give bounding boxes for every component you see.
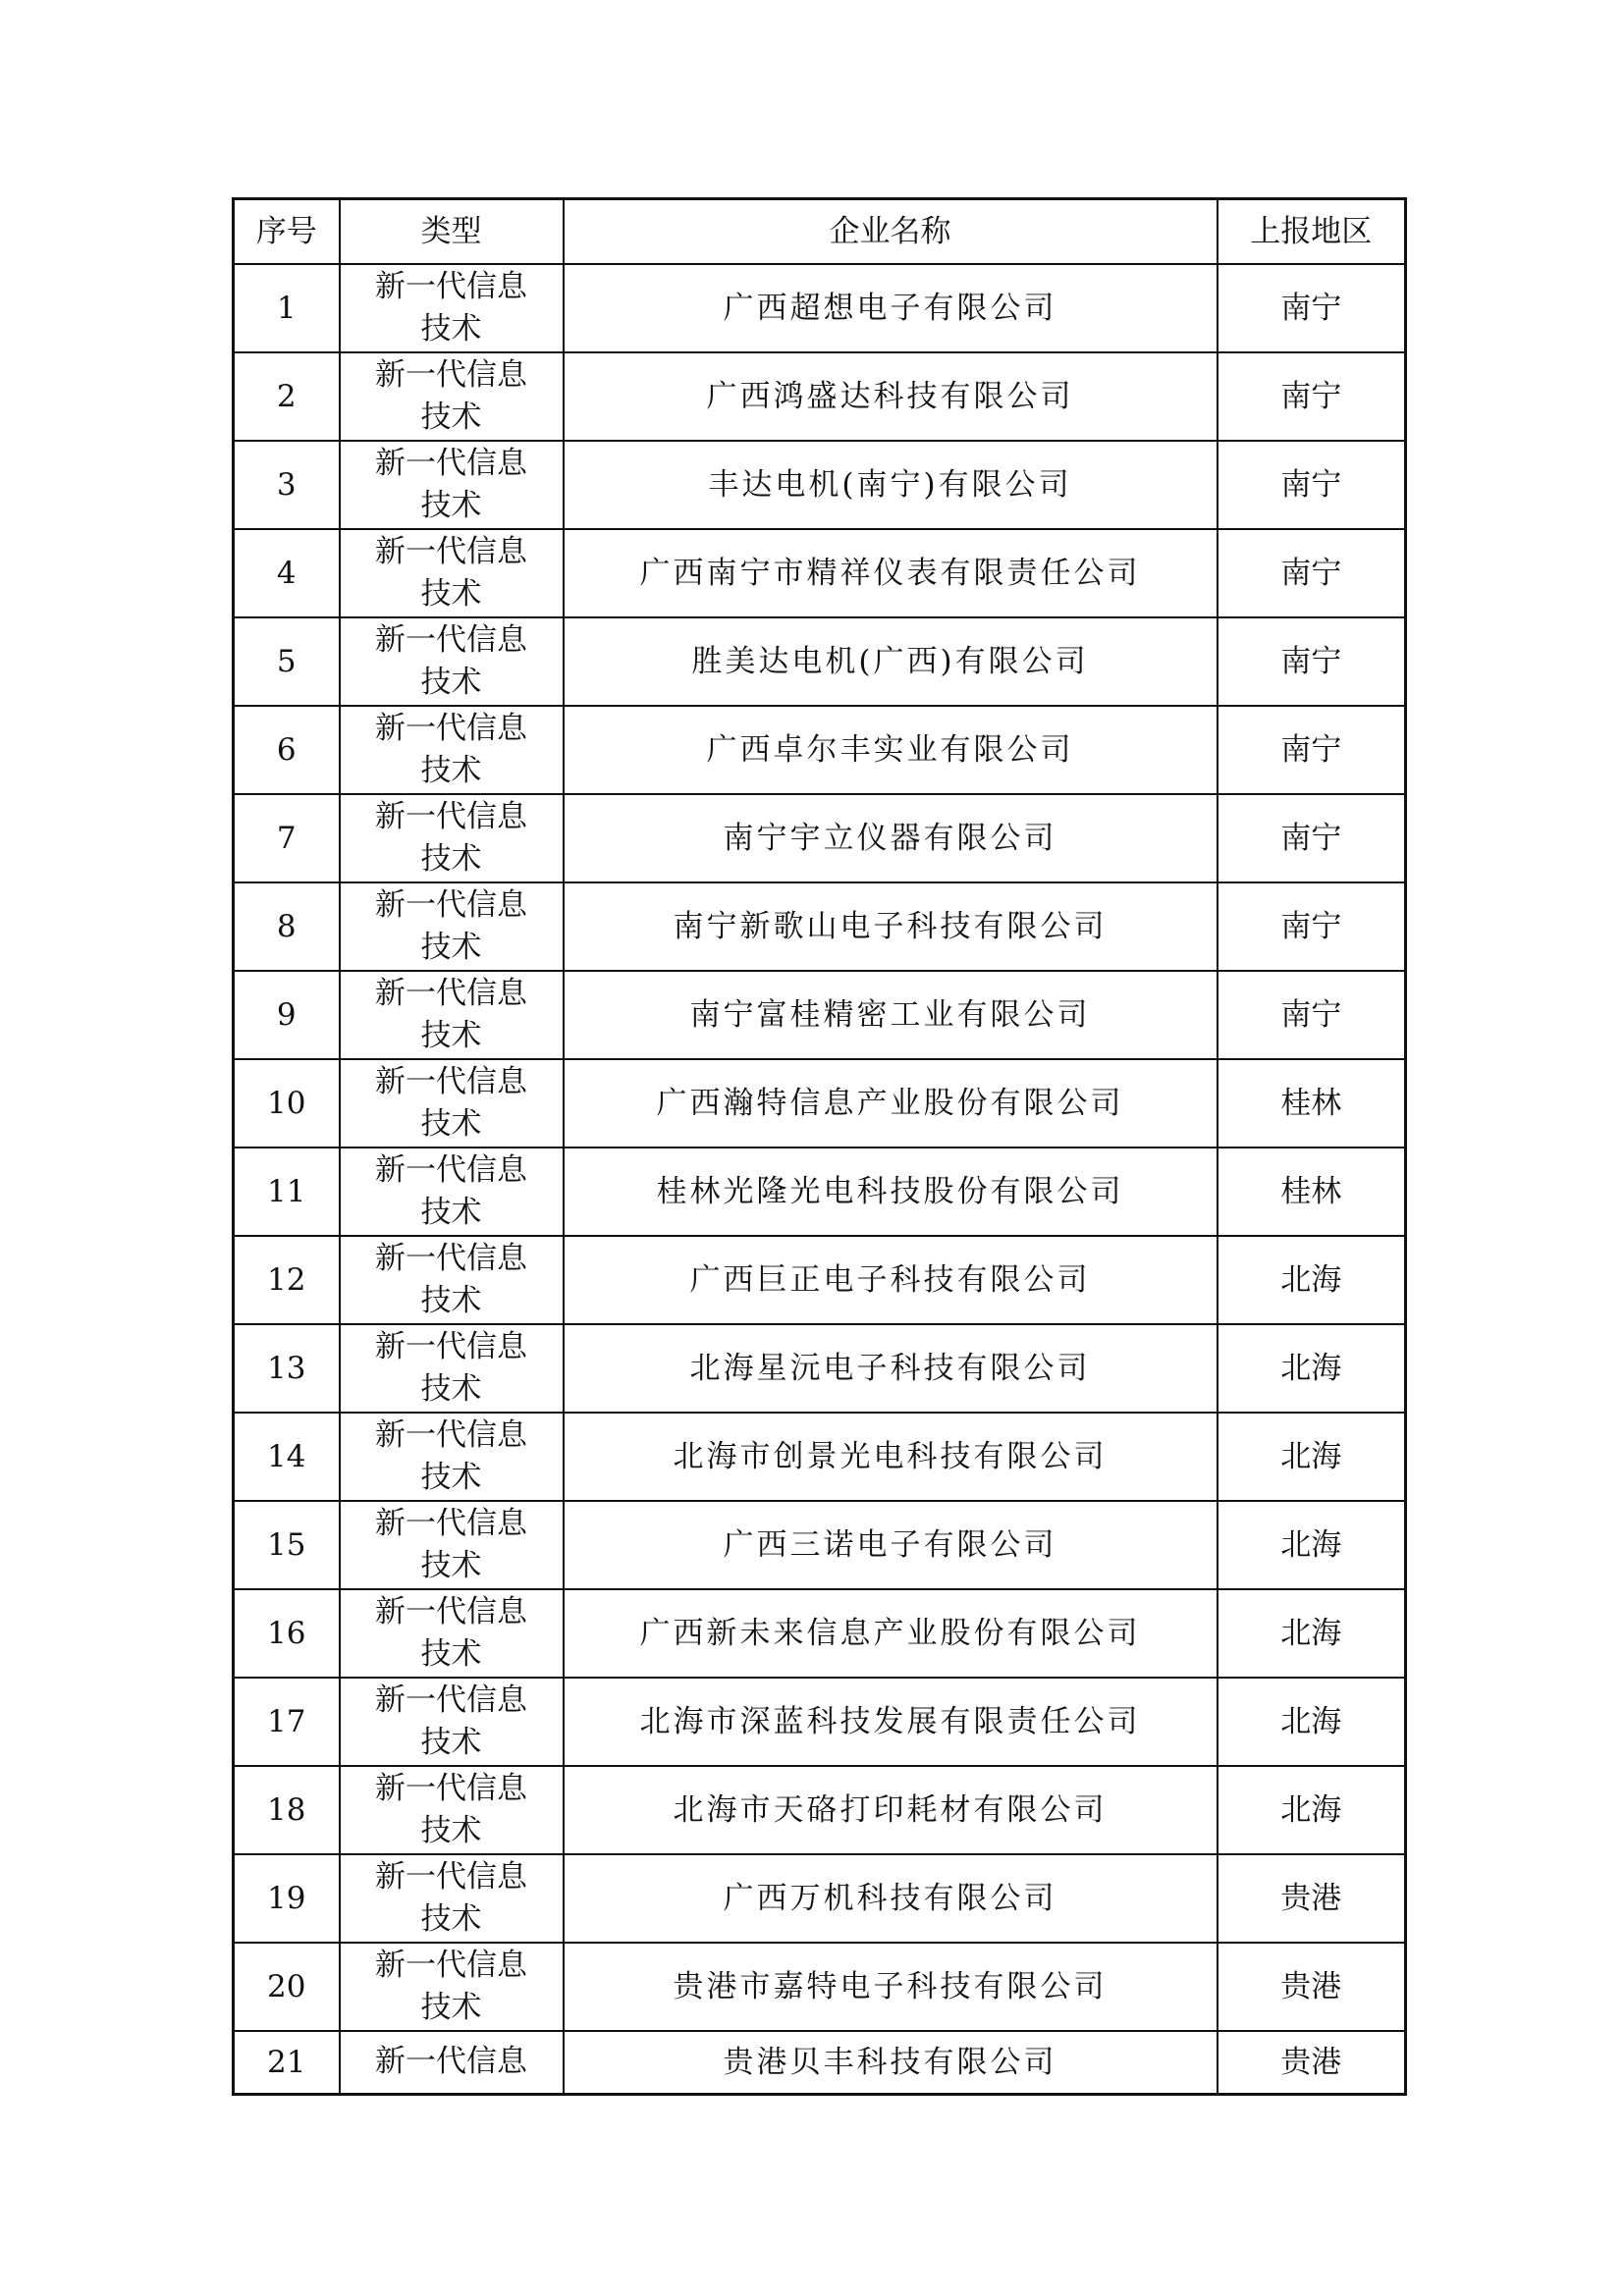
cell-type-line1: 新一代信息	[375, 975, 527, 1011]
cell-company-name: 南宁新歌山电子科技有限公司	[564, 882, 1218, 971]
cell-company-name: 北海市深蓝科技发展有限责任公司	[564, 1678, 1218, 1766]
cell-company-name: 广西鸿盛达科技有限公司	[564, 352, 1218, 441]
table-row	[234, 264, 1406, 352]
table-row	[234, 529, 1406, 617]
cell-region: 南宁	[1218, 971, 1406, 1059]
cell-company-name: 北海市天硌打印耗材有限公司	[564, 1766, 1218, 1854]
cell-region: 南宁	[1218, 794, 1406, 882]
cell-type-line2: 技术	[420, 1547, 482, 1583]
table-row	[234, 1324, 1406, 1413]
cell-type-line1: 新一代信息	[375, 1505, 527, 1541]
table-row	[234, 1501, 1406, 1589]
cell-type-line1: 新一代信息	[375, 1151, 527, 1188]
cell-company-name: 丰达电机(南宁)有限公司	[564, 441, 1218, 529]
cell-type	[340, 1236, 564, 1324]
table-row	[234, 1236, 1406, 1324]
cell-region: 北海	[1218, 1678, 1406, 1766]
table-row	[234, 1678, 1406, 1766]
cell-type-line1: 新一代信息	[375, 2044, 527, 2080]
cell-company-name: 贵港贝丰科技有限公司	[564, 2031, 1218, 2095]
cell-type-line1: 新一代信息	[375, 1240, 527, 1276]
cell-type	[340, 1678, 564, 1766]
cell-no: 14	[234, 1413, 340, 1501]
cell-type-line1: 新一代信息	[375, 710, 527, 746]
cell-type	[340, 1943, 564, 2031]
cell-type	[340, 706, 564, 794]
cell-type-line1: 新一代信息	[375, 1947, 527, 1983]
cell-type-line2: 技术	[420, 1900, 482, 1937]
cell-type-line1: 新一代信息	[375, 886, 527, 923]
cell-type-line2: 技术	[420, 399, 482, 435]
cell-no: 13	[234, 1324, 340, 1413]
cell-type	[340, 1589, 564, 1678]
cell-no: 10	[234, 1059, 340, 1148]
cell-type-line2: 技术	[420, 1282, 482, 1318]
table-row	[234, 617, 1406, 706]
cell-type-line1: 新一代信息	[375, 445, 527, 481]
cell-no: 6	[234, 706, 340, 794]
cell-no: 17	[234, 1678, 340, 1766]
cell-type-line2: 技术	[420, 575, 482, 612]
table-row	[234, 1059, 1406, 1148]
cell-type-line2: 技术	[420, 1105, 482, 1142]
cell-type-line1: 新一代信息	[375, 621, 527, 658]
cell-no: 15	[234, 1501, 340, 1589]
table-row	[234, 1854, 1406, 1943]
cell-company-name: 广西瀚特信息产业股份有限公司	[564, 1059, 1218, 1148]
table-row	[234, 441, 1406, 529]
cell-company-name: 广西三诺电子有限公司	[564, 1501, 1218, 1589]
cell-company-name: 广西卓尔丰实业有限公司	[564, 706, 1218, 794]
header-region: 上报地区	[1218, 199, 1406, 264]
cell-type	[340, 2031, 564, 2095]
cell-type	[340, 882, 564, 971]
cell-no: 2	[234, 352, 340, 441]
cell-type-line2: 技术	[420, 1017, 482, 1053]
cell-type-line1: 新一代信息	[375, 268, 527, 304]
cell-type	[340, 1854, 564, 1943]
cell-type	[340, 1766, 564, 1854]
cell-type	[340, 1413, 564, 1501]
cell-region: 南宁	[1218, 706, 1406, 794]
cell-type-line2: 技术	[420, 664, 482, 700]
cell-company-name: 南宁宇立仪器有限公司	[564, 794, 1218, 882]
cell-company-name: 北海市创景光电科技有限公司	[564, 1413, 1218, 1501]
cell-region: 南宁	[1218, 441, 1406, 529]
cell-no: 5	[234, 617, 340, 706]
table-row	[234, 1943, 1406, 2031]
cell-region: 桂林	[1218, 1148, 1406, 1236]
cell-type-line2: 技术	[420, 840, 482, 877]
cell-type-line2: 技术	[420, 929, 482, 965]
cell-no: 20	[234, 1943, 340, 2031]
cell-no: 16	[234, 1589, 340, 1678]
cell-company-name: 南宁富桂精密工业有限公司	[564, 971, 1218, 1059]
cell-type-line2: 技术	[420, 1724, 482, 1760]
cell-type	[340, 1148, 564, 1236]
table-row	[234, 2031, 1406, 2095]
cell-type-line2: 技术	[420, 752, 482, 788]
table-row	[234, 352, 1406, 441]
cell-region: 贵港	[1218, 1854, 1406, 1943]
cell-type-line2: 技术	[420, 1459, 482, 1495]
cell-no: 11	[234, 1148, 340, 1236]
table-row	[234, 1766, 1406, 1854]
cell-company-name: 广西超想电子有限公司	[564, 264, 1218, 352]
cell-company-name: 北海星沅电子科技有限公司	[564, 1324, 1218, 1413]
cell-type-line2: 技术	[420, 1194, 482, 1230]
cell-company-name: 广西万机科技有限公司	[564, 1854, 1218, 1943]
cell-type-line2: 技术	[420, 1989, 482, 2025]
cell-type	[340, 264, 564, 352]
cell-company-name: 桂林光隆光电科技股份有限公司	[564, 1148, 1218, 1236]
enterprise-table	[232, 197, 1407, 2096]
cell-type-line1: 新一代信息	[375, 356, 527, 393]
cell-company-name: 广西新未来信息产业股份有限公司	[564, 1589, 1218, 1678]
cell-region: 北海	[1218, 1766, 1406, 1854]
cell-type-line2: 技术	[420, 1370, 482, 1407]
cell-region: 南宁	[1218, 352, 1406, 441]
cell-type	[340, 352, 564, 441]
cell-region: 北海	[1218, 1236, 1406, 1324]
header-name: 企业名称	[564, 199, 1218, 264]
cell-company-name: 胜美达电机(广西)有限公司	[564, 617, 1218, 706]
cell-region: 贵港	[1218, 1943, 1406, 2031]
header-no: 序号	[234, 199, 340, 264]
cell-type-line2: 技术	[420, 1635, 482, 1672]
cell-no: 1	[234, 264, 340, 352]
cell-type-line1: 新一代信息	[375, 1063, 527, 1099]
cell-type	[340, 1059, 564, 1148]
table-row	[234, 794, 1406, 882]
cell-no: 12	[234, 1236, 340, 1324]
cell-type-line2: 技术	[420, 310, 482, 347]
cell-type-line1: 新一代信息	[375, 533, 527, 569]
table-row	[234, 971, 1406, 1059]
cell-type-line1: 新一代信息	[375, 798, 527, 834]
table-header-row	[234, 199, 1406, 264]
cell-no: 3	[234, 441, 340, 529]
table-row	[234, 882, 1406, 971]
cell-no: 8	[234, 882, 340, 971]
cell-type-line1: 新一代信息	[375, 1682, 527, 1718]
cell-type-line1: 新一代信息	[375, 1593, 527, 1629]
cell-type-line1: 新一代信息	[375, 1328, 527, 1364]
cell-region: 北海	[1218, 1501, 1406, 1589]
cell-no: 4	[234, 529, 340, 617]
cell-type	[340, 1501, 564, 1589]
cell-type	[340, 1324, 564, 1413]
cell-type	[340, 441, 564, 529]
cell-region: 南宁	[1218, 882, 1406, 971]
cell-region: 北海	[1218, 1324, 1406, 1413]
cell-region: 南宁	[1218, 529, 1406, 617]
cell-no: 9	[234, 971, 340, 1059]
cell-type-line2: 技术	[420, 1812, 482, 1848]
cell-no: 7	[234, 794, 340, 882]
cell-no: 18	[234, 1766, 340, 1854]
cell-type-line1: 新一代信息	[375, 1858, 527, 1895]
table-row	[234, 1148, 1406, 1236]
cell-type-line2: 技术	[420, 487, 482, 523]
cell-type	[340, 617, 564, 706]
cell-type	[340, 971, 564, 1059]
cell-type-line1: 新一代信息	[375, 1770, 527, 1806]
cell-no: 21	[234, 2031, 340, 2095]
cell-region: 贵港	[1218, 2031, 1406, 2095]
table-row	[234, 706, 1406, 794]
cell-company-name: 贵港市嘉特电子科技有限公司	[564, 1943, 1218, 2031]
cell-region: 北海	[1218, 1589, 1406, 1678]
cell-region: 北海	[1218, 1413, 1406, 1501]
table-row	[234, 1589, 1406, 1678]
table-row	[234, 1413, 1406, 1501]
header-type: 类型	[340, 199, 564, 264]
cell-type	[340, 794, 564, 882]
cell-region: 南宁	[1218, 264, 1406, 352]
cell-no: 19	[234, 1854, 340, 1943]
cell-company-name: 广西南宁市精祥仪表有限责任公司	[564, 529, 1218, 617]
cell-region: 南宁	[1218, 617, 1406, 706]
cell-type-line1: 新一代信息	[375, 1416, 527, 1453]
cell-type	[340, 529, 564, 617]
cell-company-name: 广西巨正电子科技有限公司	[564, 1236, 1218, 1324]
cell-region: 桂林	[1218, 1059, 1406, 1148]
